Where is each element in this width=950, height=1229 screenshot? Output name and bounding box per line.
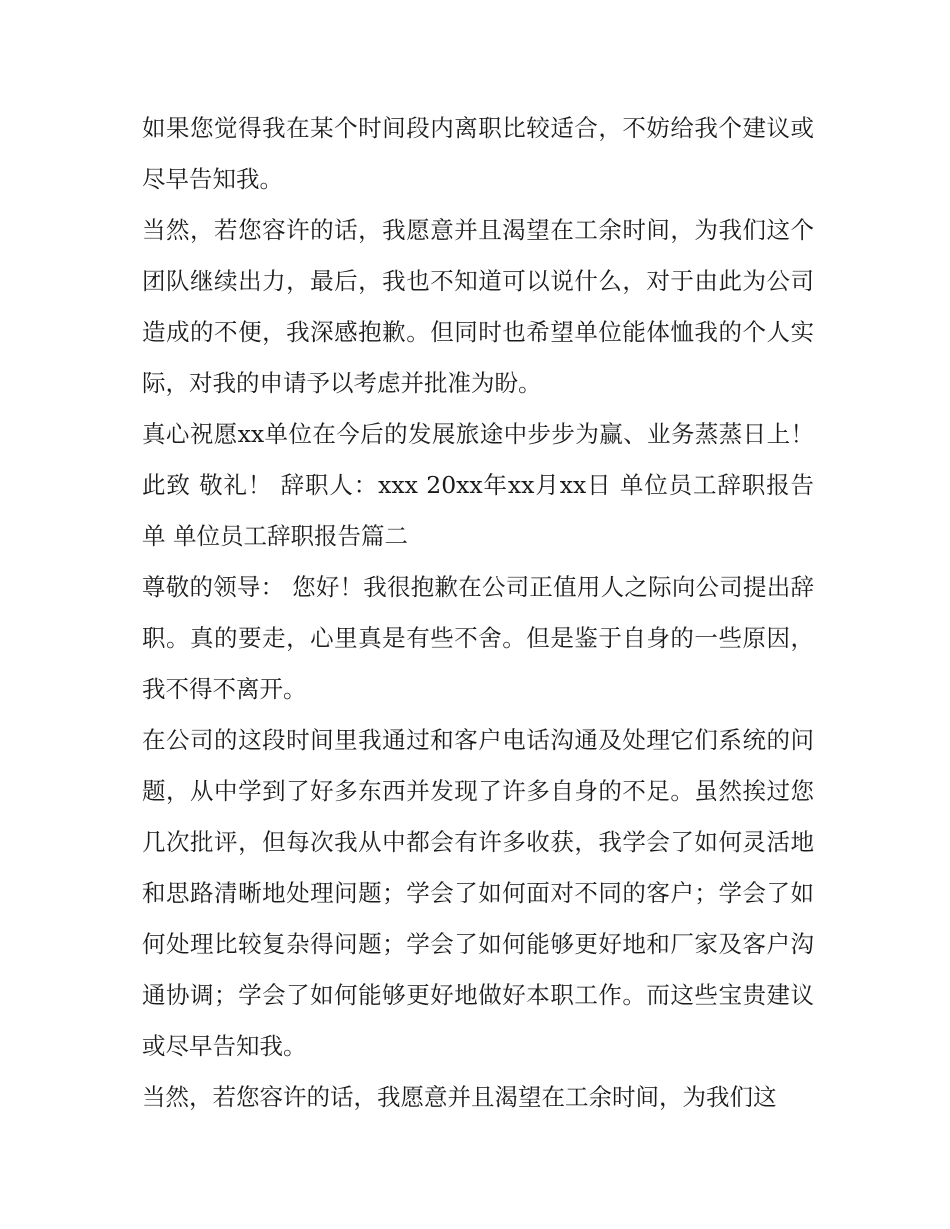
paragraph-3: 真心祝愿xx单位在今后的发展旅途中步步为赢、业务蒸蒸日上！ 此致 敬礼！ 辞职人：xxx 20xx年xx月xx日 单位员工辞职报告单 单位员工辞职报告篇二 xyxy=(142,420,814,550)
paragraph-4: 尊敬的领导： 您好！我很抱歉在公司正值用人之际向公司提出辞职。真的要走，心里真是有些不舍。但是鉴于自身的一些原因，我不得不离开。 xyxy=(142,573,814,703)
paragraph-1: 如果您觉得我在某个时间段内离职比较适合，不妨给我个建议或尽早告知我。 xyxy=(142,114,814,193)
paragraph-2: 当然，若您容许的话，我愿意并且渴望在工余时间，为我们这个团队继续出力，最后，我也不知道可以说什么，对于由此为公司造成的不便，我深感抱歉。但同时也希望单位能体恤我的个人实际，对我的申请予以考虑并批准为盼。 xyxy=(142,216,814,397)
paragraph-6: 当然，若您容许的话，我愿意并且渴望在工余时间，为我们这 xyxy=(142,1083,777,1111)
paragraph-5: 在公司的这段时间里我通过和客户电话沟通及处理它们系统的问题，从中学到了好多东西并发现了许多自身的不足。虽然挨过您几次批评，但每次我从中都会有许多收获，我学会了如何灵活地和思路清晰地处理问题；学会了如何面对不同的客户；学会了如何处理比较复杂得问题；学会了如何能够更好地和厂家及客户沟通协调；学会了如何能够更好地做好本职工作。而这些宝贵建议或尽早告知我。 xyxy=(142,726,814,1060)
document-body xyxy=(142,103,814,1123)
